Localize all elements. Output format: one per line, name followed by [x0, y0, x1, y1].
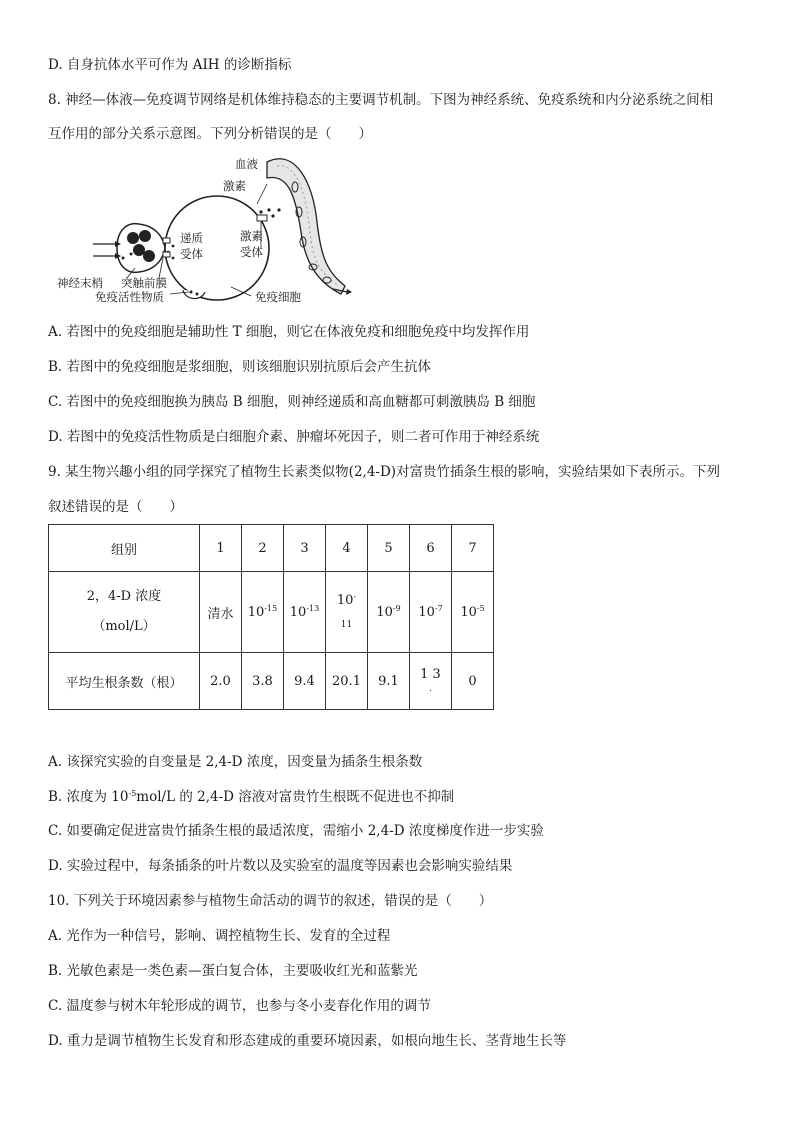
label-transmitter-2: 受体 [180, 247, 203, 261]
synaptic-vesicle [139, 230, 151, 242]
label-hormone-receptor-2: 受体 [240, 245, 263, 259]
q7-option-d: D. 自身抗体水平可作为 AIH 的诊断指标 [48, 57, 292, 73]
conc-4: 10- 11 [326, 572, 368, 653]
group-6: 6 [410, 525, 452, 572]
q10-option-a: A. 光作为一种信号，影响、调控植物生长、发育的全过程 [48, 928, 391, 944]
roots-5: 9.1 [368, 653, 410, 710]
q8-option-a: A. 若图中的免疫细胞是辅助性 T 细胞，则它在体液免疫和细胞免疫中均发挥作用 [48, 324, 530, 340]
table-header-row [49, 525, 494, 572]
header-label: 组别 [49, 525, 200, 572]
group-5: 5 [368, 525, 410, 572]
roots-6: 1 3 . [410, 653, 452, 710]
q9-option-d: D. 实验过程中，每条插条的叶片数以及实验室的温度等因素也会影响实验结果 [48, 858, 513, 874]
results-table [48, 524, 494, 710]
conc-6: $10^{-7}$ [410, 572, 452, 653]
group-1: 1 [200, 525, 242, 572]
table-row-roots [49, 653, 494, 710]
conc-7: $10^{-5}$ [452, 572, 494, 653]
group-7: 7 [452, 525, 494, 572]
synaptic-vesicle [143, 250, 155, 262]
group-3: 3 [284, 525, 326, 572]
q8-stem-line-2: 互作用的部分关系示意图。下列分析错误的是（ ） [48, 126, 372, 142]
label-nerve-ending: 神经末梢 [57, 276, 103, 290]
roots-3: 9.4 [284, 653, 326, 710]
q9-option-a: A. 该探究实验的自变量是 2,4-D 浓度，因变量为插条生根条数 [48, 754, 423, 770]
synaptic-vesicle [127, 232, 139, 244]
label-presynaptic-membrane: 突触前膜 [121, 276, 167, 290]
q8-option-d: D. 若图中的免疫活性物质是白细胞介素、肿瘤坏死因子，则二者可作用于神经系统 [48, 429, 540, 445]
q9-option-c: C. 如要确定促进富贵竹插条生根的最适浓度，需缩小 2,4-D 浓度梯度作进一步实验 [48, 823, 544, 839]
q10-stem: 10. 下列关于环境因素参与植物生命活动的调节的叙述，错误的是（ ） [48, 893, 493, 909]
group-2: 2 [242, 525, 284, 572]
q9-stem-line-2: 叙述错误的是（ ） [48, 499, 183, 515]
roots-4: 20.1 [326, 653, 368, 710]
roots-1: 2.0 [200, 653, 242, 710]
blood-vessel [267, 159, 345, 294]
q8-option-b: B. 若图中的免疫细胞是浆细胞，则该细胞识别抗原后会产生抗体 [48, 359, 432, 375]
neuro-endocrine-immune-diagram [55, 152, 355, 304]
q9-stem-line-1: 9. 某生物兴趣小组的同学探究了植物生长素类似物(2,4-D)对富贵竹插条生根的影响，实验结果如下表所示。下列 [48, 464, 721, 480]
label-immune-cell: 免疫细胞 [255, 290, 301, 304]
label-immune-active-substance: 免疫活性物质 [95, 290, 164, 304]
conc-1: 清水 [200, 572, 242, 653]
q10-option-c: C. 温度参与树木年轮形成的调节，也参与冬小麦春化作用的调节 [48, 998, 431, 1014]
label-hormone-top: 激素 [223, 179, 246, 193]
roots-2: 3.8 [242, 653, 284, 710]
concentration-label: 2，4-D 浓度 （mol/L） [49, 572, 200, 653]
q10-option-d: D. 重力是调节植物生长发育和形态建成的重要环境因素，如根向地生长、茎背地生长等 [48, 1033, 567, 1049]
conc-5: $10^{-9}$ [368, 572, 410, 653]
synaptic-vesicle [133, 244, 145, 256]
table-row-concentration [49, 572, 494, 653]
transmitter-receptor-shape [163, 238, 170, 243]
q8-stem-line-1: 8. 神经—体液—免疫调节网络是机体维持稳态的主要调节机制。下图为神经系统、免疫系统和内分泌系统之间相 [48, 92, 714, 108]
conc-2: $10^{-15}$ [242, 572, 284, 653]
q10-option-b: B. 光敏色素是一类色素—蛋白复合体，主要吸收红光和蓝紫光 [48, 963, 418, 979]
roots-7: 0 [452, 653, 494, 710]
label-transmitter-1: 递质 [180, 231, 203, 245]
q8-option-c: C. 若图中的免疫细胞换为胰岛 B 细胞，则神经递质和高血糖都可刺激胰岛 B 细胞 [48, 394, 536, 410]
roots-label: 平均生根条数（根） [49, 653, 200, 710]
conc-3: $10^{-13}$ [284, 572, 326, 653]
label-blood: 血液 [235, 157, 258, 171]
label-hormone-receptor-1: 激素 [240, 229, 263, 243]
q9-option-b: B. 浓度为 $10^{-5}mol/L$ 的 2,4-D 溶液对富贵竹生根既不促进也不抑制 [48, 789, 455, 805]
group-4: 4 [326, 525, 368, 572]
hormone-receptor-shape [257, 215, 267, 221]
